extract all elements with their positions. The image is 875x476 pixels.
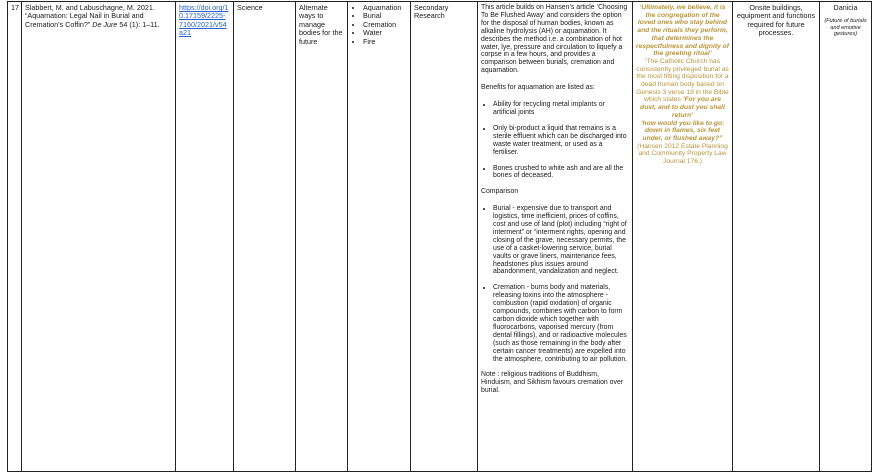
quote-4: ‘how would you like to go: down in flames, six feet under, or flushed away?” — [640, 119, 725, 142]
reference-volume: 54 (1): 1–11. — [117, 19, 160, 29]
benefits-list — [481, 101, 629, 180]
list-item: • Cremation - burns body and materials, releasing toxins into the atmosphere - combustion (rapid oxidation) of organic compounds, combines with carbon to form carbon dioxide which together with fluorocarbons, vaporised mercury (from dental fillings), and or radioactive molecules (such as those remaining in the body after certain cancer treatments) are expelled into the atmosphere, contributing to air pollution. — [493, 284, 629, 363]
list-item: • Burial - expensive due to transport and logistics, time inefficient, prices of coffins, cost and use of land (plot) including “right of interment” or “interment rights, opening and closing of the grave, necessary permits, the use of a casket-lowering service, burial vaults or grave liners, maintenance fees, headstones plus issues around abandonment, vandalization and neglect. — [493, 205, 629, 276]
quote-1: ‘Ultimately, we believe, it is the congregation of the loved ones who stay behind and the rituals they perform, that determines the respectfulness and dignity of the greeting ritual’ — [636, 4, 729, 58]
row-number: 17 — [11, 3, 19, 12]
discipline-cell — [234, 2, 296, 471]
author: Danicia — [833, 3, 858, 12]
list-item: • Bones crushed to white ash and are all the bones of deceased. — [493, 165, 629, 181]
doi-link[interactable]: https://doi.org/1 0.17159/2225- 7160/2021/v54 a21 — [179, 3, 229, 38]
reference-journal: De Jure — [92, 19, 118, 29]
list-item: • Water — [363, 29, 407, 37]
reference-cell — [22, 2, 176, 471]
summary-cell — [478, 2, 633, 471]
purpose: Alternate ways to manage bodies for the future — [299, 3, 343, 46]
list-item: • Only bi-product a liquid that remains is a sterile effluent which can be discharged into waste water treatment, or used as a fertiliser. — [493, 125, 629, 157]
discipline: Science — [237, 3, 263, 12]
comparison-heading: Comparison — [481, 188, 519, 196]
author-note: (Future of burials and emotive gestures) — [824, 18, 867, 38]
benefits-heading: Benefits for aquamation are listed as: — [481, 84, 595, 92]
quote-citation: (Hansen 2012 Estate Planning and Community Property Law Journal 176.) — [637, 142, 728, 166]
table-row — [7, 1, 872, 472]
comparison-list — [481, 205, 629, 363]
quotes-cell — [633, 2, 733, 471]
list-item: • Ability for recycling metal implants or artificial joints — [493, 101, 629, 117]
list-item: • Cremation — [363, 21, 407, 29]
list-item: • Burial — [363, 12, 407, 20]
outcome-cell — [733, 2, 820, 471]
summary-intro: This article builds on Hansen’s article ‘Choosing To Be Flushed Away’ and considers the option for the disposal of human bodies, known as alkaline hydrolysis (AH) or aquamation. It describes the method i.e. a combination of hot water, lye, pressure and circulation to liquefy a corpse in a few hours, and provides a comparison between burials, cremation and aquamation. — [481, 4, 628, 75]
reference-text: Slabbert, M. and Labuschagne, M. 2021. “Aquamation: Legal Nail in Burial and Cremation’s Coffin?” — [25, 3, 155, 29]
summary-note: Note : religious traditions of Buddhism, Hinduism, and Sikhism favours cremation over burial. — [481, 371, 624, 395]
methods-list — [351, 4, 407, 46]
quote-3: ‘For you are dust, and to dust you shall return’ — [640, 96, 725, 119]
row-number-cell — [8, 2, 22, 471]
research-type-cell — [411, 2, 478, 471]
purpose-cell — [296, 2, 348, 471]
quote-2: ‘The Catholic Church has consistently privileged burial as the most fitting disposition for a dead human body based on Genesis 3 verse 19 in the Bible which states — [636, 57, 729, 104]
list-item: • Aquamation — [363, 4, 407, 12]
outcome: Onsite buildings, equipment and functions required for future processes. — [736, 3, 816, 38]
author-cell — [820, 2, 871, 471]
research-type: Secondary Research — [414, 3, 449, 21]
doi-cell — [176, 2, 234, 471]
list-item: • Fire — [363, 38, 407, 46]
methods-cell — [348, 2, 411, 471]
